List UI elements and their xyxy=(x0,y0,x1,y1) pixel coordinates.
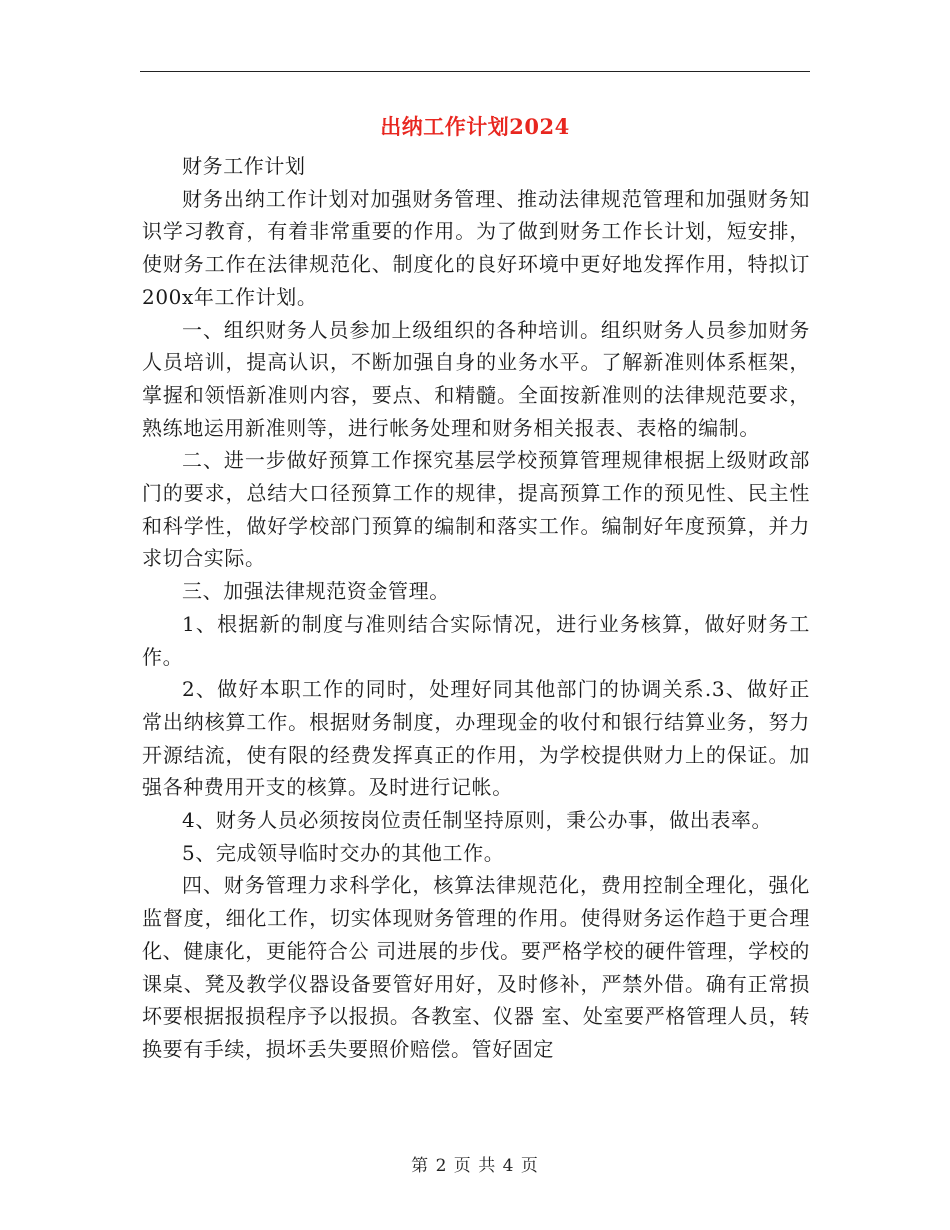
header-rule xyxy=(140,71,810,72)
paragraph-heading: 财务工作计划 xyxy=(182,154,306,178)
paragraph-item-5: 5、完成领导临时交办的其他工作。 xyxy=(182,840,505,865)
paragraph-section-2: 二、进一步做好预算工作探究基层学校预算管理规律根据上级财政部门的要求，总结大口径预算工作的规律，提高预算工作的预见性、民主性和科学性，做好学校部门预算的编制和落实工作。编制好年度预算，并力求切合实际。 xyxy=(142,448,810,571)
document-title: 出纳工作计划2024 xyxy=(380,114,570,139)
paragraph-item-1: 1、根据新的制度与准则结合实际情况，进行业务核算，做好财务工作。 xyxy=(142,611,810,669)
paragraph-intro: 财务出纳工作计划对加强财务管理、推动法律规范管理和加强财务知识学习教育，有着非常重要的作用。为了做到财务工作长计划，短安排，使财务工作在法律规范化、制度化的良好环境中更好地发挥作用，特拟订200x年工作计划。 xyxy=(142,186,810,309)
paragraph-section-1: 一、组织财务人员参加上级组织的各种培训。组织财务人员参加财务人员培训，提高认识，不断加强自身的业务水平。了解新准则体系框架，掌握和领悟新准则内容，要点、和精髓。全面按新准则的法律规范要求，熟练地运用新准则等，进行帐务处理和财务相关报表、表格的编制。 xyxy=(142,317,810,440)
paragraph-section-4: 四、财务管理力求科学化，核算法律规范化，费用控制全理化，强化监督度，细化工作，切实体现财务管理的作用。使得财务运作趋于更合理化、健康化，更能符合公 司进展的步伐。要严格学校的硬件管理，学校的课桌、凳及教学仪器设备要管好用好，及时修补，严禁外借。确有正常损坏要根据报损程序予以报损。各教室、仪器 室、处室要严格管理人员，转换要有手续，损坏丢失要照价赔偿。管好固定 xyxy=(142,873,810,1061)
paragraph-section-3: 三、加强法律规范资金管理。 xyxy=(182,579,450,604)
paragraph-item-2: 2、做好本职工作的同时，处理好同其他部门的协调关系.3、做好正常出纳核算工作。根据财务制度，办理现金的收付和银行结算业务，努力开源结流，使有限的经费发挥真正的作用，为学校提供财力上的保证。加强各种费用开支的核算。及时进行记帐。 xyxy=(142,677,810,800)
paragraph-item-4: 4、财务人员必须按岗位责任制坚持原则，秉公办事，做出表率。 xyxy=(182,808,773,833)
page-footer: 第 2 页 共 4 页 xyxy=(411,1156,539,1176)
document-body xyxy=(142,150,810,1066)
